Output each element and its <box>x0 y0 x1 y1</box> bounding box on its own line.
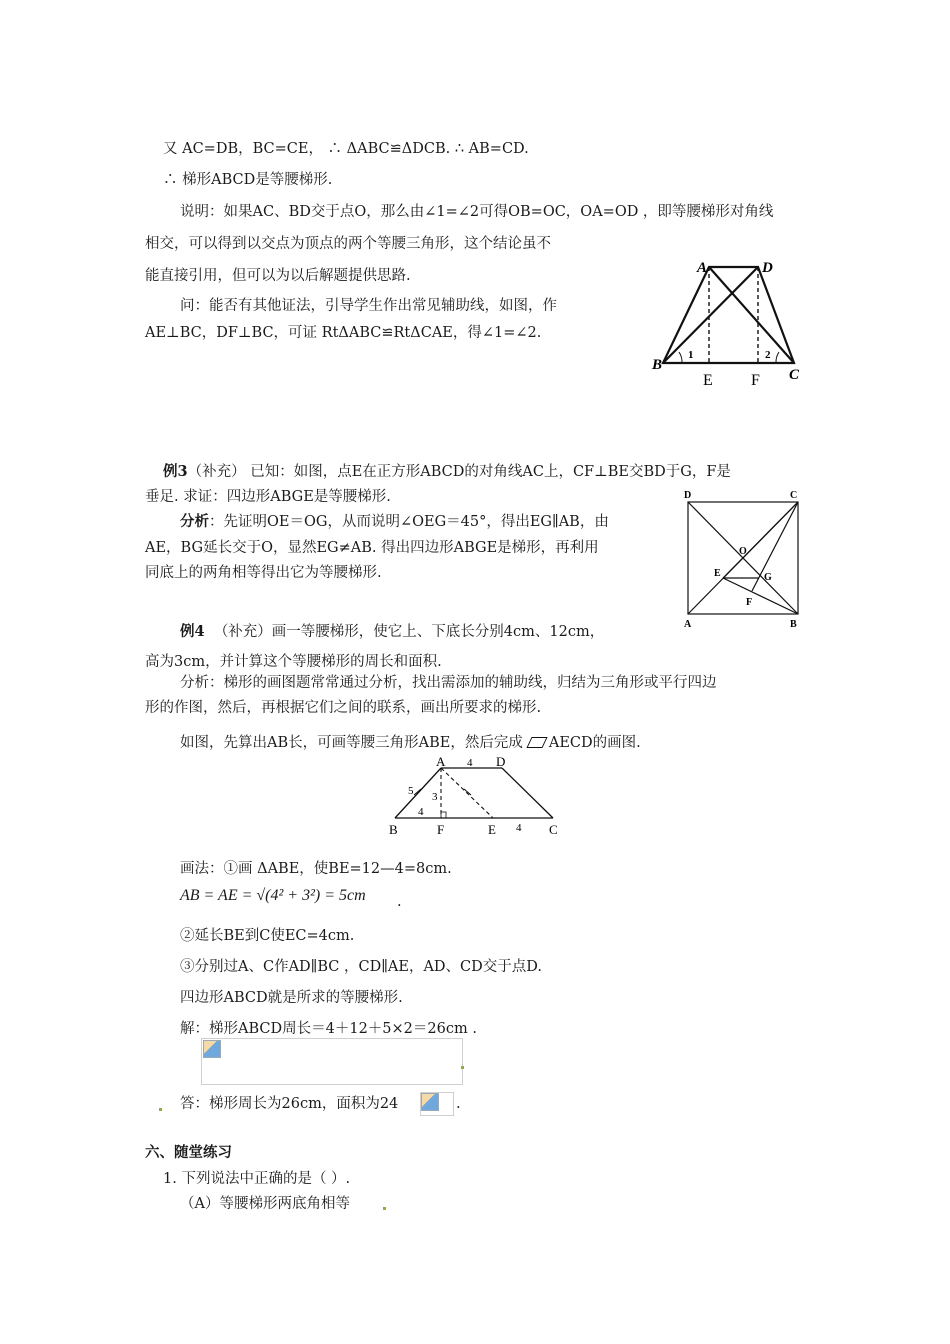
question-line-1: 问：能否有其他证法，引导学生作出常见辅助线，如图，作 <box>180 298 557 314</box>
label-c: C <box>790 490 798 501</box>
label-ab-length: 5 <box>408 785 414 797</box>
label-a: A <box>684 619 692 630</box>
label-height: 3 <box>432 791 438 803</box>
label-ec-length: 4 <box>516 822 522 834</box>
label-o: O <box>739 546 747 557</box>
trapezoid-construction-figure <box>385 752 565 838</box>
formula-period: . <box>397 894 402 910</box>
label-angle-2: 2 <box>765 349 771 361</box>
analysis-line-1 <box>180 512 609 532</box>
marker-dot <box>383 1207 386 1210</box>
example4-line-2: 高为3cm，并计算这个等腰梯形的周长和面积. <box>145 654 442 670</box>
note-line-1: 说明：如果AC、BD交于点O，那么由∠1=∠2可得OB=OC，OA=OD ，即等腰梯形对角线 <box>180 204 774 220</box>
label-f: F <box>437 822 445 837</box>
marker-dot <box>159 1108 162 1111</box>
analysis-text: ：先证明OE＝OG，从而说明∠OEG＝45°，得出EG∥AB，由 <box>209 514 609 530</box>
label-g: G <box>764 572 772 583</box>
example4-line-1 <box>180 622 604 642</box>
example4-label: 例4 <box>180 623 205 640</box>
example3-line-1 <box>163 462 731 482</box>
label-d: D <box>496 754 506 769</box>
label-f: F <box>751 372 760 389</box>
figure-intro-tail: AECD的画图. <box>548 735 641 751</box>
analysis-label: 分析 <box>180 513 209 530</box>
label-e: E <box>488 822 496 837</box>
parallelogram-icon <box>526 737 547 748</box>
label-e: E <box>703 372 713 389</box>
label-a: A <box>436 754 446 769</box>
label-c: C <box>789 367 800 383</box>
figure-intro-line <box>180 733 641 753</box>
draw-step-2: ②延长BE到C使EC=4cm. <box>180 928 355 944</box>
segment-be <box>723 578 798 614</box>
broken-image-icon <box>203 1040 221 1058</box>
label-f: F <box>746 597 753 608</box>
question-1: 1. 下列说法中正确的是（ ）. <box>163 1171 351 1187</box>
example4-text: （补充）画一等腰梯形，使它上、下底长分别4cm、12cm， <box>213 624 605 640</box>
broken-image-icon <box>421 1093 439 1111</box>
formula-ab-ae: AB = AE = √(4² + 3²) = 5cm <box>180 887 366 904</box>
right-angle-mark <box>441 812 446 818</box>
figure-intro-text: 如图，先算出AB长，可画等腰三角形ABE，然后完成 <box>180 735 523 751</box>
answer-line: 答：梯形周长为26cm，面积为24 <box>180 1096 399 1112</box>
answer-period: . <box>456 1096 461 1112</box>
angle-2-arc <box>776 352 779 363</box>
question-line-2: AE⊥BC，DF⊥BC，可证 RtΔABC≌RtΔCAE，得∠1=∠2. <box>145 325 542 341</box>
analysis-line-3: 同底上的两角相等得出它为等腰梯形. <box>145 565 382 581</box>
label-d: D <box>684 490 692 501</box>
draw-step-1: 画法：①画 ΔABE，使BE=12—4=8cm. <box>180 861 452 877</box>
label-b: B <box>790 619 797 630</box>
angle-1-arc <box>679 352 682 363</box>
analysis4-line-1: 分析：梯形的画图题常常通过分析，找出需添加的辅助线，归结为三角形或平行四边 <box>180 675 717 691</box>
label-b: B <box>389 822 398 837</box>
proof-line-1: 又 AC=DB，BC=CE， ∴ ΔABC≌ΔDCB. ∴ AB=CD. <box>163 141 529 157</box>
draw-step-4: 四边形ABCD就是所求的等腰梯形. <box>180 990 403 1006</box>
section-heading-practice: 六、随堂练习 <box>145 1144 232 1161</box>
diagonal-ac <box>709 267 794 363</box>
solution-perimeter: 解：梯形ABCD周长＝4＋12＋5×2＝26cm . <box>180 1021 477 1037</box>
trapezoid-diagonals-figure <box>650 255 810 390</box>
label-c: C <box>549 822 558 837</box>
label-angle-1: 1 <box>688 349 694 361</box>
example3-label: 例3 <box>163 463 188 480</box>
label-a: A <box>697 260 708 276</box>
proof-conclusion: ∴ 梯形ABCD是等腰梯形. <box>163 172 333 188</box>
example3-line-2: 垂足. 求证：四边形ABGE是等腰梯形. <box>145 489 391 505</box>
trapezoid-outline <box>663 267 794 363</box>
label-ad-length: 4 <box>467 757 473 769</box>
diagonal-bd <box>663 267 758 363</box>
analysis-line-2: AE，BG延长交于O，显然EG≠AB. 得出四边形ABGE是梯形，再利用 <box>145 540 599 556</box>
segment-ae <box>441 768 493 818</box>
marker-dot <box>461 1066 464 1069</box>
label-bf-length: 4 <box>418 806 424 818</box>
label-b: B <box>652 357 663 373</box>
segment-ce <box>723 502 798 578</box>
question-1-option-a: （A）等腰梯形两底角相等 <box>180 1196 350 1212</box>
label-d: D <box>762 260 773 276</box>
note-line-2: 相交，可以得到以交点为顶点的两个等腰三角形，这个结论虽不 <box>145 236 551 252</box>
analysis4-line-2: 形的作图，然后，再根据它们之间的联系，画出所要求的梯形. <box>145 700 542 716</box>
area-formula-image-frame <box>201 1038 463 1085</box>
note-line-3: 能直接引用，但可以为以后解题提供思路. <box>145 268 411 284</box>
square-figure <box>680 487 805 632</box>
label-e: E <box>714 568 721 579</box>
example3-text: （补充） 已知：如图，点E在正方形ABCD的对角线AC上，CF⊥BE交BD于G，F是 <box>187 464 731 480</box>
draw-step-3: ③分别过A、C作AD∥BC ，CD∥AE，AD、CD交于点D. <box>180 959 542 975</box>
side-dc <box>502 768 553 818</box>
